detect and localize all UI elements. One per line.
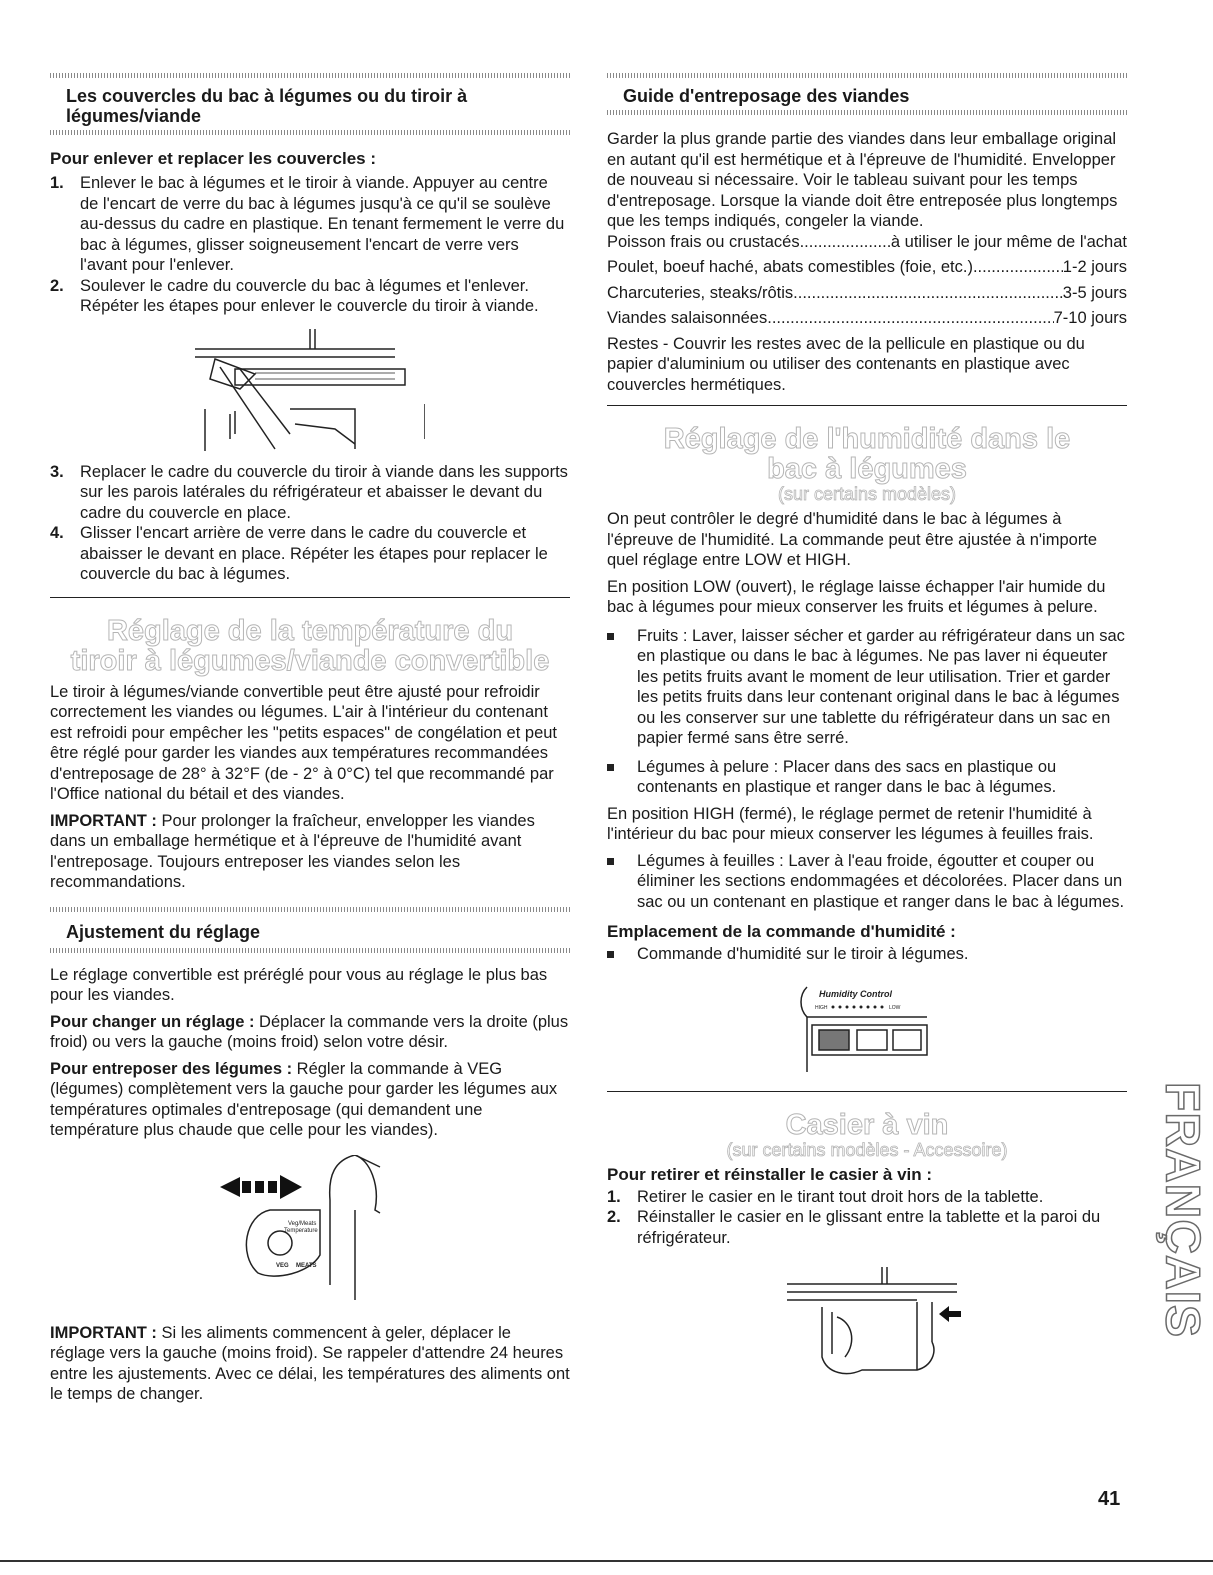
- language-side-tab: FRANÇAIS: [1155, 1082, 1209, 1338]
- subheading-control-location: Emplacement de la commande d'humidité :: [607, 922, 956, 941]
- paragraph-high-position: En position HIGH (fermé), le réglage permet de retenir l'humidité à l'intérieur du bac pour mieux conserver les légumes à feuilles frais.: [607, 804, 1094, 843]
- paragraph-leftovers: Restes - Couvrir les restes avec de la pellicule en plastique ou du papier d'aluminium ou utiliser des contenants en plastique avec couvercles hermétiques.: [607, 334, 1085, 394]
- steps-list: [607, 1187, 1127, 1249]
- step-item: 2. Réinstaller le casier en le glissant entre la tablette et la paroi du réfrigérateur.: [607, 1208, 1101, 1247]
- bullet-list: [607, 944, 1127, 965]
- dial-meats-label: MEATS: [296, 1262, 317, 1269]
- storage-row: Viandes salaisonnées ..... 7-10 jours: [607, 308, 1127, 329]
- humidity-high-label: HIGH: [815, 1004, 828, 1011]
- paragraph-adjustment-intro: Le réglage convertible est préréglé pour vous au réglage le plus bas pour les viandes.: [50, 965, 548, 1004]
- storage-row: Poulet, boeuf haché, abats comestibles (foie, etc.) ..... 1-2 jours: [607, 257, 1127, 278]
- paragraph-humidity-intro: On peut contrôler le degré d'humidité dans le bac à légumes à l'épreuve de l'humidité. La commande peut être ajustée à n'importe quel réglage entre LOW et HIGH.: [607, 510, 1098, 569]
- section-rule: [50, 597, 570, 598]
- storage-row: Charcuteries, steaks/rôtis ..... 3-5 jours: [607, 283, 1127, 304]
- dial-veg-label: VEG: [276, 1262, 289, 1269]
- section-rule: [607, 1091, 1127, 1092]
- paragraph-important-2: IMPORTANT : Si les aliments commencent à geler, déplacer le réglage vers la gauche (moins froid). Se rappeler d'attendre 24 heures entre les ajustements. Avec ce délai, les températures des aliments ont le temps de changer.: [50, 1323, 570, 1403]
- paragraph-low-position: En position LOW (ouvert), le réglage laisse échapper l'air humide du bac à légumes pour mieux conserver les fruits et légumes à pelure.: [607, 577, 1106, 616]
- steps-list: [50, 462, 570, 585]
- bullet-list: [607, 851, 1127, 913]
- dial-label-2: Temperature: [284, 1227, 318, 1234]
- hatch-rule: [607, 110, 1127, 115]
- step-item: 1. Enlever le bac à légumes et le tiroir à viande. Appuyer au centre de l'encart de verre du bac à légumes jusqu'à ce qu'il se soulève au-dessus du cadre en plastique. En tenant fermement le verre du bac à légumes, glisser soigneusement l'encart de verre vers l'avant pour l'enlever.: [50, 174, 565, 274]
- bullet-item: Commande d'humidité sur le tiroir à légumes.: [607, 944, 1127, 965]
- paragraph-important-1: IMPORTANT : Pour prolonger la fraîcheur, envelopper les viandes dans un emballage hermétique et à l'épreuve de l'humidité avant l'entreposage. Toujours entreposer les viandes selon les recommandations.: [50, 811, 535, 891]
- humidity-control-illustration: [787, 977, 947, 1077]
- crisper-cover-illustration: [195, 329, 425, 454]
- section-heading-covers: Les couvercles du bac à légumes ou du tiroir à légumes/viande: [66, 86, 468, 126]
- dial-label-1: Veg/Meats: [288, 1220, 317, 1227]
- storage-row: Poisson frais ou crustacés ..... à utiliser le jour même de l'achat: [607, 232, 1127, 253]
- bottom-rule: [0, 1560, 1213, 1562]
- section-heading-meat-guide: Guide d'entreposage des viandes: [623, 86, 910, 106]
- temperature-dial-illustration: [210, 1155, 410, 1305]
- page-number: 41: [1098, 1488, 1121, 1510]
- storage-table: [607, 232, 1127, 329]
- humidity-control-label: Humidity Control: [819, 988, 892, 999]
- bullet-item: Fruits : Laver, laisser sécher et garder au réfrigérateur dans un sac en plastique ou dans le bac à légumes. Ne pas laver ni équeuter les petits fruits avant le moment de leur utilisation. Trier et garder les petits fruits dans leur contenant original dans le bac à légumes ou les conserver sur une tablette du réfrigérateur dans un sac en papier fermé sans être serré.: [607, 626, 1127, 749]
- section-title-convertible: Réglage de la température du tiroir à légumes/viande convertible: [70, 614, 550, 677]
- step-item: 3. Replacer le cadre du couvercle du tiroir à viande dans les supports sur les parois latérales du réfrigérateur et abaisser le devant du cadre du couvercle en place.: [50, 462, 568, 522]
- paragraph-store-vegetables: Pour entreposer des légumes : Régler la commande à VEG (légumes) complètement vers la gauche pour garder les légumes aux températures optimales d'entreposage (qui demandent une température plus chaude que celle pour les viandes).: [50, 1059, 558, 1139]
- hatch-rule: [50, 948, 570, 953]
- paragraph-convertible-intro: Le tiroir à légumes/viande convertible peut être ajusté pour refroidir correctement les viandes ou légumes. L'air à l'intérieur du contenant est refroidi pour empêcher les "petits espaces" de congélation et peut être réglé pour garder les viandes aux températures recommandées d'entreposage de 28° à 32°F (de - 2° à 0°C) tel que recommandé par l'Office national du bétail et des viandes.: [50, 682, 558, 803]
- section-subtitle-humidity: (sur certains modèles): [777, 484, 957, 504]
- subheading-wine-rack: Pour retirer et réinstaller le casier à vin :: [607, 1164, 933, 1184]
- bullet-item: Légumes à pelure : Placer dans des sacs en plastique ou contenants en plastique et ranger dans le bac à légumes.: [607, 757, 1127, 798]
- subheading-remove-covers: Pour enlever et replacer les couvercles :: [50, 149, 377, 168]
- steps-list: [50, 173, 570, 317]
- step-item: 2. Soulever le cadre du couvercle du bac à légumes et l'enlever. Répéter les étapes pour enlever le couvercle du tiroir à viande.: [50, 276, 539, 315]
- section-heading-adjustment: Ajustement du réglage: [66, 921, 261, 942]
- step-item: 1. Retirer le casier en le tirant tout droit hors de la tablette.: [607, 1187, 1044, 1206]
- humidity-low-label: LOW: [889, 1004, 901, 1011]
- paragraph-meat-intro: Garder la plus grande partie des viandes dans leur emballage original en autant qu'il est hermétique et à l'épreuve de l'humidité. Envelopper de nouveau si nécessaire. Voir le tableau suivant pour les temps d'entreposage. Lorsque la viande doit être entreposée plus longtemps que les temps indiqués, congeler la viande.: [607, 130, 1118, 230]
- section-title-humidity: Réglage de l'humidité dans le bac à légumes: [663, 423, 1071, 485]
- hatch-rule: [50, 130, 570, 135]
- right-column: [607, 0, 1127, 1382]
- section-title-wine-rack: Casier à vin: [785, 1108, 949, 1141]
- paragraph-change-setting: Pour changer un réglage : Déplacer la commande vers la droite (plus froid) ou vers la gauche (moins froid) selon votre désir.: [50, 1012, 569, 1051]
- step-item: 4. Glisser l'encart arrière de verre dans le cadre du couvercle et abaisser le devant en place. Répéter les étapes pour replacer le couvercle du bac à légumes.: [50, 524, 548, 583]
- bullet-list: [607, 626, 1127, 798]
- wine-rack-illustration: [767, 1262, 967, 1382]
- section-rule: [607, 405, 1127, 406]
- left-column: [50, 0, 570, 1405]
- section-subtitle-wine-rack: (sur certains modèles - Accessoire): [726, 1139, 1008, 1160]
- bullet-item: Légumes à feuilles : Laver à l'eau froide, égoutter et couper ou éliminer les sections endommagées et décolorées. Placer dans un sac ou un contenant en plastique et ranger dans le bac à légumes.: [607, 851, 1127, 913]
